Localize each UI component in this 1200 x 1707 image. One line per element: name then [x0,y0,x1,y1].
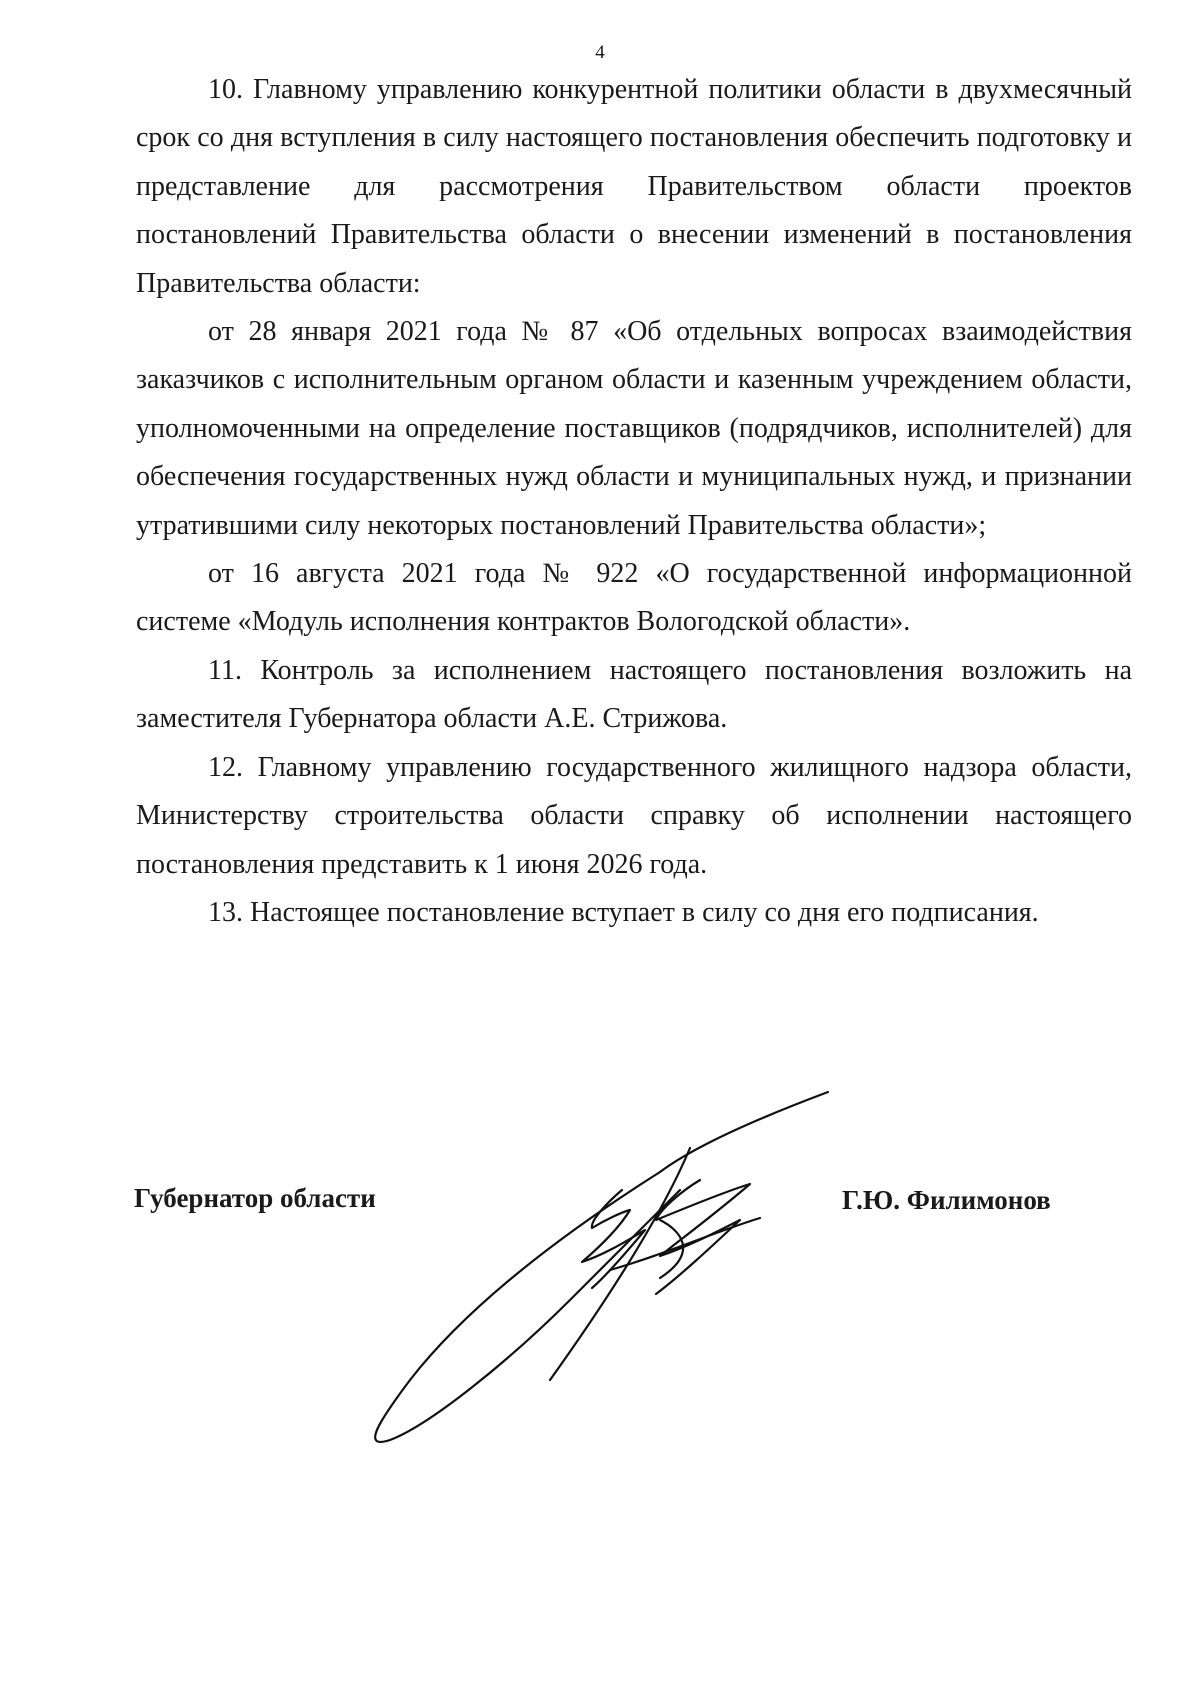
paragraph-11: 11. Контроль за исполнением настоящего постановления возложить на заместителя Губернатора области А.Е. Стрижова. [136,654,1132,735]
handwritten-signature [360,1080,920,1450]
signatory-title: Губернатор области [134,1183,376,1213]
paragraph-12: 12. Главному управлению государственного жилищного надзора области, Министерству строительства области справку об исполнении настоящего постановления представить к 1 июня 2026 года. [136,751,1132,880]
signature-stroke-loop [375,1092,828,1442]
signature-stroke-diagonal [550,1148,690,1380]
paragraph-10-item-2: от 16 августа 2021 года № 922 «О государственной информационной системе «Модуль исполнения контрактов Вологодской области». [136,558,1132,638]
signatory-name: Г.Ю. Филимонов [842,1185,1051,1215]
paragraph-10: 10. Главному управлению конкурентной политики области в двухмесячный срок со дня вступления в силу настоящего постановления обеспечить подготовку и представление для рассмотрения Правительством области проектов постановлений Правительства области о внесении изменений в постановления Правительства области: [136,74,1132,299]
page-number: 4 [595,42,605,63]
paragraph-10-item-1: от 28 января 2021 года № 87 «Об отдельных вопросах взаимодействия заказчиков с исполнительным органом области и казенным учреждением области, уполномоченными на определение поставщиков (подрядчиков, исполнителей) для обеспечения государственных нужд области и муниципальных нужд, и признании утратившими силу некоторых постановлений Правительства области»; [136,316,1132,541]
paragraph-13: 13. Настоящее постановление вступает в силу со дня его подписания. [208,896,1039,928]
signature-stroke-zigzag-1 [582,1190,645,1288]
